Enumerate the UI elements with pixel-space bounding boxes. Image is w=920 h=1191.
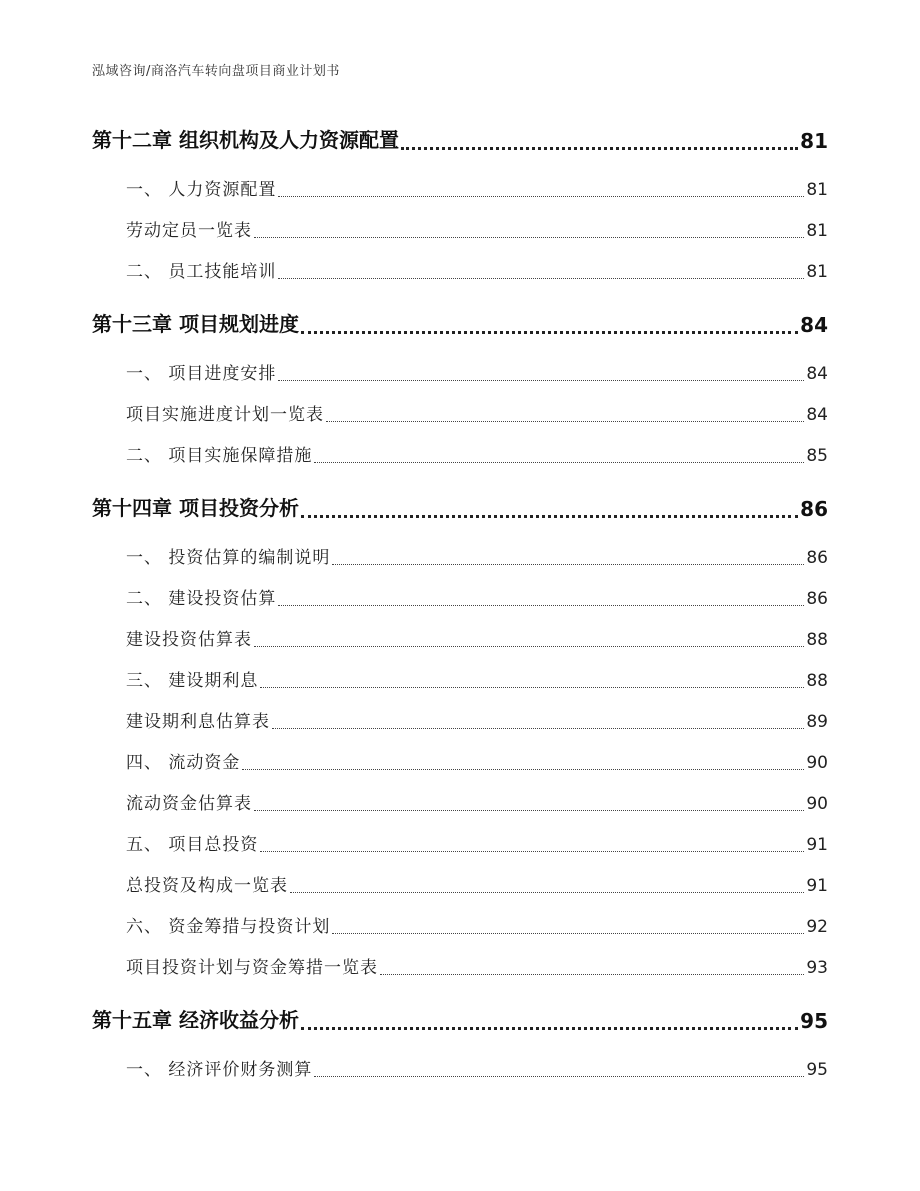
dot-leader [254,633,804,650]
dot-leader [278,592,804,609]
toc-entry-label: 第十五章 经济收益分析 [92,1008,299,1032]
toc-entry-label: 三、 建设期利息 [126,671,259,691]
dot-leader [254,797,804,814]
toc-entry-label: 一、 项目进度安排 [126,364,277,384]
toc-entry-label: 六、 资金筹措与投资计划 [126,917,331,937]
toc-entry-page: 86 [800,497,828,521]
toc-entry-label: 项目实施进度计划一览表 [126,405,324,425]
toc-entry-page: 84 [800,313,828,337]
toc-entry-page: 88 [806,671,828,691]
toc-entry-section[interactable] [126,584,828,609]
toc-entry-label: 建设期利息估算表 [126,712,270,732]
toc-entry-section[interactable] [126,1055,828,1080]
toc-entry-page: 81 [806,180,828,200]
dot-leader [242,756,804,773]
toc-entry-page: 81 [806,221,828,241]
toc-entry-section[interactable] [126,912,828,937]
dot-leader [401,133,798,153]
toc-entry-label: 二、 员工技能培训 [126,262,277,282]
toc-entry-page: 85 [806,446,828,466]
toc-entry-page: 86 [806,589,828,609]
toc-entry-chapter-15[interactable] [92,1004,828,1033]
dot-leader [301,1013,798,1033]
toc-entry-page: 84 [806,364,828,384]
toc-entry-label: 建设投资估算表 [126,630,252,650]
dot-leader [260,838,804,855]
dot-leader [301,501,798,521]
dot-leader [314,1063,804,1080]
toc-entry-page: 81 [806,262,828,282]
dot-leader [272,715,804,732]
toc-entry-section[interactable] [126,216,828,241]
toc-entry-page: 89 [806,712,828,732]
running-header: 泓域咨询/商洛汽车转向盘项目商业计划书 [92,64,340,79]
dot-leader [380,961,804,978]
dot-leader [278,265,804,282]
toc-entry-section[interactable] [126,359,828,384]
toc-entry-label: 一、 经济评价财务测算 [126,1060,313,1080]
dot-leader [254,224,804,241]
toc-entry-section[interactable] [126,830,828,855]
toc-entry-page: 91 [806,835,828,855]
toc-entry-page: 91 [806,876,828,896]
toc-entry-label: 一、 人力资源配置 [126,180,277,200]
toc-entry-chapter-13[interactable] [92,308,828,337]
dot-leader [301,317,798,337]
toc-entry-page: 93 [806,958,828,978]
toc-entry-page: 90 [806,794,828,814]
dot-leader [278,183,804,200]
toc-entry-section[interactable] [126,666,828,691]
dot-leader [326,408,804,425]
toc-entry-label: 二、 项目实施保障措施 [126,446,313,466]
toc-entry-label: 项目投资计划与资金筹措一览表 [126,958,378,978]
toc-entry-section[interactable] [126,441,828,466]
dot-leader [290,879,804,896]
toc-entry-chapter-12[interactable] [92,124,828,153]
dot-leader [314,449,804,466]
toc-entry-section[interactable] [126,625,828,650]
toc-entry-label: 二、 建设投资估算 [126,589,277,609]
toc-entry-section[interactable] [126,953,828,978]
toc-entry-label: 第十二章 组织机构及人力资源配置 [92,128,399,152]
toc-entry-page: 81 [800,129,828,153]
toc-entry-section[interactable] [126,707,828,732]
toc-entry-section[interactable] [126,543,828,568]
toc-entry-section[interactable] [126,257,828,282]
toc-entry-page: 95 [800,1009,828,1033]
dot-leader [332,551,804,568]
toc-entry-page: 95 [806,1060,828,1080]
toc-entry-label: 第十四章 项目投资分析 [92,496,299,520]
toc-entry-section[interactable] [126,748,828,773]
toc-entry-page: 90 [806,753,828,773]
toc-entry-section[interactable] [126,789,828,814]
toc-entry-section[interactable] [126,175,828,200]
toc-entry-section[interactable] [126,400,828,425]
dot-leader [278,367,804,384]
toc-entry-page: 92 [806,917,828,937]
toc-entry-page: 84 [806,405,828,425]
toc-entry-page: 86 [806,548,828,568]
toc-entry-chapter-14[interactable] [92,492,828,521]
dot-leader [260,674,804,691]
toc-entry-label: 劳动定员一览表 [126,221,252,241]
dot-leader [332,920,804,937]
toc-entry-label: 五、 项目总投资 [126,835,259,855]
toc-entry-label: 流动资金估算表 [126,794,252,814]
toc-entry-label: 总投资及构成一览表 [126,876,288,896]
toc-entry-label: 第十三章 项目规划进度 [92,312,299,336]
toc-entry-label: 四、 流动资金 [126,753,241,773]
toc-entry-label: 一、 投资估算的编制说明 [126,548,331,568]
toc-entry-section[interactable] [126,871,828,896]
toc-entry-page: 88 [806,630,828,650]
